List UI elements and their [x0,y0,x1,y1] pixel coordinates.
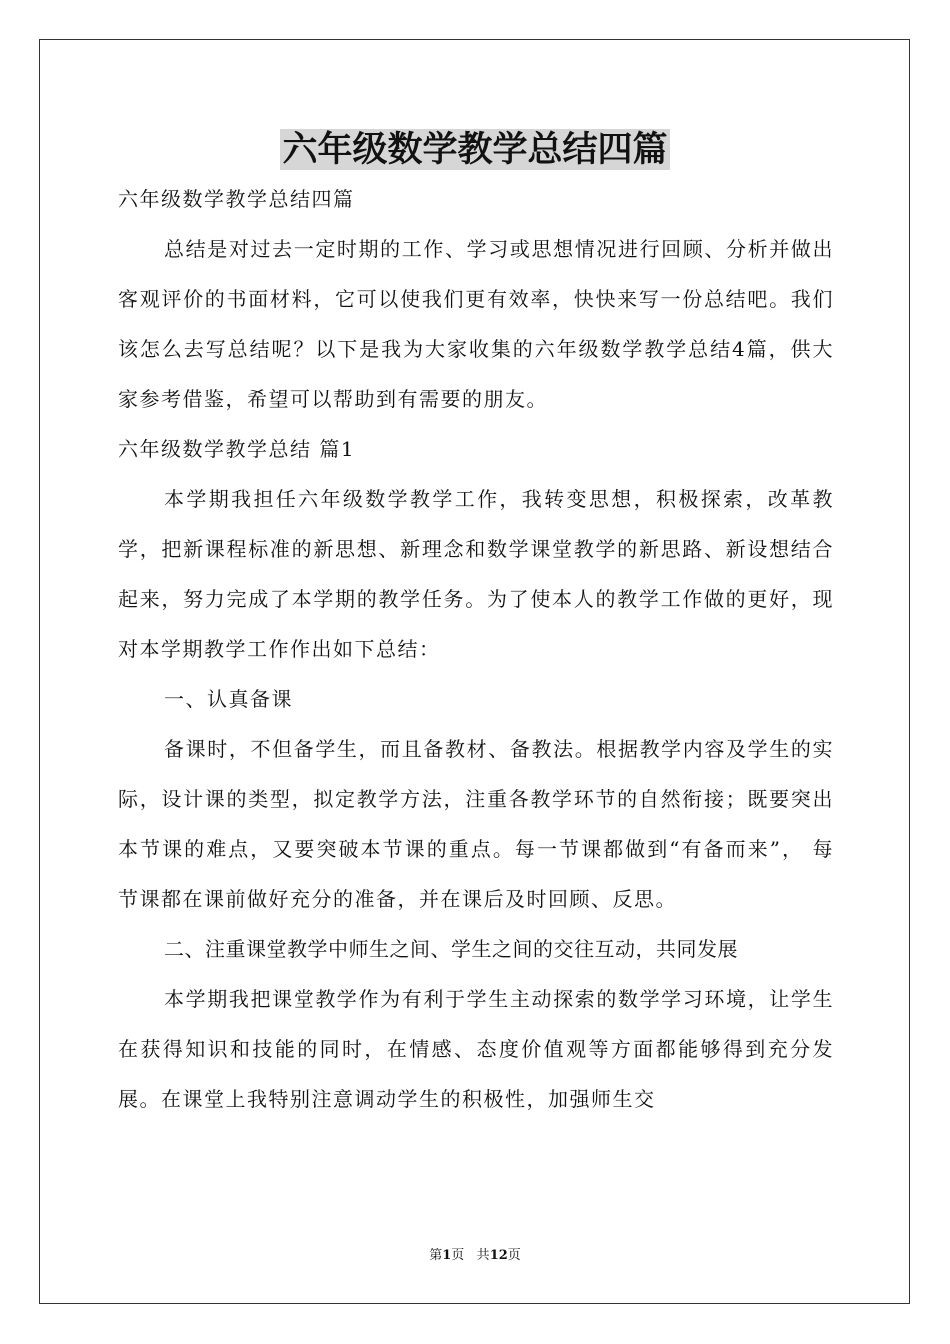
document-body [118,174,834,1124]
footer-total-pages: 12 [489,1248,508,1263]
section-heading-part-1: 六年级数学教学总结 篇1 [118,437,356,461]
footer-total-suffix: 页 [507,1248,521,1263]
document-title [0,128,950,172]
footer-page-suffix: 页 [451,1248,465,1263]
footer-prefix: 第 [429,1248,443,1263]
heading-prepare-lessons: 一、认真备课 [164,687,293,711]
footer-page-number: 1 [442,1248,452,1263]
heading-classroom-interaction: 二、注重课堂教学中师生之间、学生之间的交往互动，共同发展 [164,937,738,961]
paragraph-subtitle: 六年级数学教学总结四篇 [118,187,355,211]
paragraph-intro: 总结是对过去一定时期的工作、学习或思想情况进行回顾、分析并做出客观评价的书面材料，它可以使我们更有效率，快快来写一份总结吧。我们该怎么去写总结呢？以下是我为大家收集的六年级数学教学总结4篇，供大家参考借鉴，希望可以帮助到有需要的朋友。 [118,237,834,411]
page-footer [0,1247,950,1265]
paragraph-part-1-intro: 本学期我担任六年级数学教学工作，我转变思想，积极探索，改革教学，把新课程标准的新思想、新理念和数学课堂教学的新思路、新设想结合起来，努力完成了本学期的教学任务。为了使本人的教学工作做的更好，现对本学期教学工作作出如下总结： [118,487,834,661]
paragraph-classroom-interaction: 本学期我把课堂教学作为有利于学生主动探索的数学学习环境，让学生在获得知识和技能的同时，在情感、态度价值观等方面都能够得到充分发展。在课堂上我特别注意调动学生的积极性，加强师生交 [118,987,834,1111]
footer-total-prefix: 共 [476,1248,490,1263]
paragraph-prepare-lessons: 备课时，不但备学生，而且备教材、备教法。根据教学内容及学生的实际，设计课的类型，拟定教学方法，注重各教学环节的自然衔接；既要突出本节课的难点，又要突破本节课的重点。每一节课都做到“有备而来”， 每节课都在课前做好充分的准备，并在课后及时回顾、反思。 [118,737,834,911]
document-title-text: 六年级数学教学总结四篇 [282,129,668,170]
